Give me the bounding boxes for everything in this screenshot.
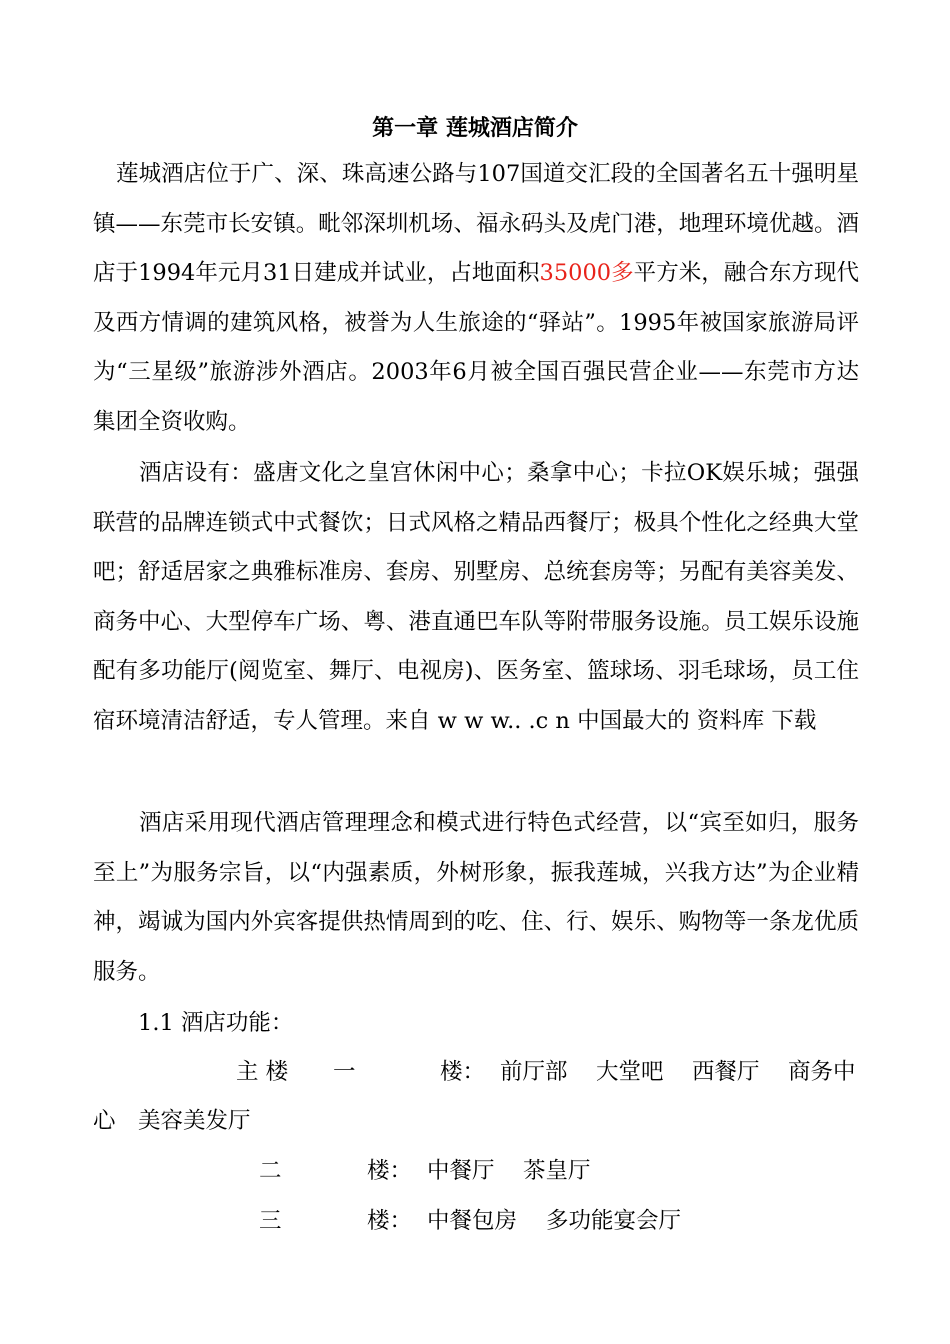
chapter-title: 第一章 莲城酒店简介 (372, 115, 578, 141)
floor-number-first: 一 (333, 1059, 356, 1085)
facilities-paragraph: 酒店设有：盛唐文化之皇宫休闲中心；桑拿中心；卡拉OK娱乐城；强强联营的品牌连锁式中式餐饮；日式风格之精品西餐厅；极具个性化之经典大堂吧；舒适居家之典雅标准房、套房、别墅房、总统套房等；另配有美容美发、商务中心、大型停车广场、粤、港直通巴车队等附带服务设施。员工娱乐设施配有多功能厅(阅览室、舞厅、电视房)、医务室、篮球场、羽毛球场，员工住宿环境清洁舒适，专人管理。来自 w w w.. .c n 中国最大的 资料库 下载 (93, 460, 859, 734)
philosophy-paragraph: 酒店采用现代酒店管理理念和模式进行特色式经营，以“宾至如归，服务至上”为服务宗旨，以“内强素质，外树形象，振我莲城，兴我方达”为企业精神，竭诚为国内外宾客提供热情周到的吃、住、行、娱乐、购物等一条龙优质服务。 (93, 810, 859, 985)
floor-number-third: 三 (259, 1208, 282, 1234)
floor-item: 中餐厅 (427, 1158, 495, 1184)
floor-number-second: 二 (259, 1158, 282, 1184)
floor-item: 商务中 (788, 1059, 856, 1085)
floor-item: 心 (93, 1108, 116, 1134)
floor-lou-second: 楼： (367, 1158, 413, 1184)
area-highlight: 35000多 (539, 260, 634, 287)
main-building-label: 主 楼 (236, 1059, 289, 1085)
floor-lou-third: 楼： (367, 1208, 413, 1234)
floor-item: 茶皇厅 (523, 1158, 591, 1184)
floor-item: 多功能宴会厅 (546, 1208, 682, 1234)
floor-item: 前厅部 (500, 1059, 568, 1085)
intro-text-part2: 平方米，融合东方现代及西方情调的建筑风格，被誉为人生旅途的“驿站”。1995年被国家旅游局评为“三星级”旅游涉外酒店。2003年6月被全国百强民营企业——东莞市方达集团全资收购。 (93, 260, 859, 435)
floor-item: 美容美发厅 (138, 1108, 251, 1134)
floor-item: 大堂吧 (596, 1059, 664, 1085)
floor-lou-first: 楼： (440, 1059, 486, 1085)
intro-text-part1: 莲城酒店位于广、深、珠高速公路与107国道交汇段的全国著名五十强明星镇——东莞市长安镇。毗邻深圳机场、福永码头及虎门港，地理环境优越。酒店于1994年元月31日建成并试业，占地面积 (93, 161, 859, 287)
intro-paragraph (93, 150, 859, 448)
section-heading: 1.1 酒店功能： (138, 1010, 294, 1036)
floor-item: 中餐包房 (427, 1208, 518, 1234)
floor-item: 西餐厅 (692, 1059, 760, 1085)
